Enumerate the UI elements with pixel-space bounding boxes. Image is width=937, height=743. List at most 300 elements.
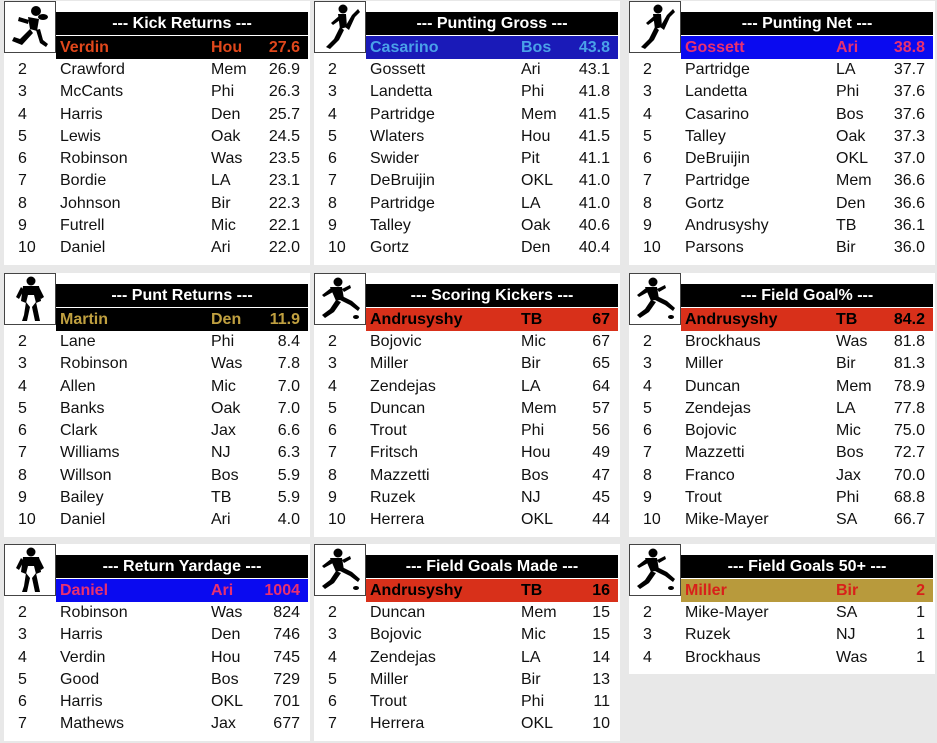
team-abbr: LA [521,377,541,395]
team-abbr: Phi [521,422,545,440]
stat-value: 7.8 [277,355,300,373]
rank-number: 3 [643,626,652,644]
leader-name: Andrusyshy [370,582,463,599]
leader-name: Andrusyshy [370,311,463,328]
player-name: Mazzetti [370,466,430,484]
rank-number: 5 [328,399,337,417]
rank-number: 8 [643,194,652,212]
player-name: Ruzek [685,626,731,644]
stat-value: 677 [273,715,300,733]
stat-value: 37.6 [893,83,925,101]
player-name: Partridge [370,194,435,212]
list-item [4,442,310,464]
stat-value: 75.0 [893,422,925,440]
stat-value: 10 [592,715,610,733]
leader-value: 2 [916,582,925,599]
rank-number: 10 [643,239,661,257]
list-item [4,237,310,259]
player-name: Miller [685,355,724,373]
player-name: Andrusyshy [685,217,769,235]
rank-number: 6 [643,150,652,168]
player-name: Casarino [685,105,750,123]
leader-team: Bos [521,39,552,56]
panel-title: --- Punting Gross --- [366,12,618,35]
list-item [314,376,620,398]
rank-number: 6 [18,150,27,168]
list-item [629,126,935,148]
list-item [629,353,935,375]
team-abbr: SA [836,604,858,621]
stat-value: 65 [592,355,610,373]
rank-number: 6 [328,693,337,711]
list-item [314,647,620,669]
panel-title: --- Field Goals 50+ --- [681,555,933,578]
player-name: Gortz [370,239,410,257]
rank-number: 10 [643,511,661,529]
player-name: Talley [370,217,411,235]
team-abbr: Phi [211,333,235,350]
team-abbr: Den [211,626,241,644]
rank-number: 3 [643,355,652,373]
list-item [629,420,935,442]
player-name: Verdin [60,648,106,666]
rank-number: 3 [328,355,337,373]
stat-value: 15 [592,626,610,644]
rank-number: 4 [643,377,652,395]
list-item [4,465,310,487]
rank-number: 4 [328,105,337,123]
player-name: Landetta [685,83,748,101]
player-name: Parsons [685,239,744,257]
team-abbr: TB [836,217,857,235]
stat-value: 745 [273,648,300,666]
list-item [4,126,310,148]
list-item [314,353,620,375]
stat-value: 26.3 [268,83,300,101]
team-abbr: Jax [836,466,861,484]
team-abbr: Bos [836,444,864,462]
rank-number: 9 [18,217,27,235]
list-item [314,691,620,713]
stat-value: 1 [916,626,925,644]
team-abbr: Ari [521,61,541,78]
team-abbr: OKL [836,150,869,168]
player-name: Trout [370,422,407,440]
kicker-icon [629,544,681,596]
list-item [314,170,620,192]
player-name: Johnson [60,194,121,212]
rank-number: 4 [328,648,337,666]
stat-value: 22.3 [268,194,300,212]
player-name: Duncan [370,399,426,417]
stat-value: 26.9 [268,61,300,78]
stat-value: 824 [273,604,300,621]
rank-number: 5 [328,127,337,145]
leader-value: 16 [592,582,610,599]
stat-value: 72.7 [893,444,925,462]
ranking-list [4,59,310,260]
rank-number: 3 [18,626,27,644]
team-abbr: NJ [836,626,856,644]
team-abbr: Bir [836,355,856,373]
stat-value: 57 [592,399,610,417]
leader-value: 11.9 [269,311,300,328]
player-name: Zendejas [685,399,751,417]
rank-number: 9 [643,489,652,507]
list-item [629,398,935,420]
player-name: Crawford [60,61,125,78]
rank-number: 8 [18,466,27,484]
rank-number: 6 [18,693,27,711]
rank-number: 6 [328,422,337,440]
list-item [4,602,310,624]
list-item [629,170,935,192]
ranking-list [314,602,620,736]
player-name: Swider [370,150,419,168]
stat-value: 36.6 [893,194,925,212]
team-abbr: Pit [521,150,540,168]
list-item [314,465,620,487]
player-name: Bordie [60,172,107,190]
rank-number: 2 [643,604,652,621]
list-item [4,353,310,375]
list-item [629,215,935,237]
panel-title: --- Punt Returns --- [56,284,308,307]
rank-number: 8 [18,194,27,212]
stat-value: 44 [592,511,610,529]
panel-title: --- Punting Net --- [681,12,933,35]
leader-team: Bir [836,582,859,599]
team-abbr: Oak [211,399,241,417]
player-name: Lane [60,333,96,350]
list-item [4,331,310,353]
stat-value: 4.0 [277,511,300,529]
player-name: Miller [370,670,409,688]
player-name: Zendejas [370,648,436,666]
team-abbr: Mem [521,399,557,417]
panel-return-yardage [4,544,310,741]
stat-value: 41.1 [578,150,610,168]
stat-value: 56 [592,422,610,440]
team-abbr: Phi [211,83,235,101]
team-abbr: Mic [211,217,236,235]
rank-number: 4 [18,648,27,666]
list-item [629,148,935,170]
stat-value: 22.0 [268,239,300,257]
player-name: Mike-Mayer [685,604,769,621]
player-name: Herrera [370,511,425,529]
player-name: Brockhaus [685,648,761,666]
team-abbr: Mem [211,61,247,78]
player-name: Harris [60,105,103,123]
panel-field-goal [629,273,935,537]
kick-returner-icon [4,1,56,53]
leader-row [681,308,933,331]
team-abbr: Bir [521,355,541,373]
panel-title: --- Field Goals Made --- [366,555,618,578]
stat-value: 729 [273,670,300,688]
list-item [314,713,620,735]
list-item [629,59,935,81]
player-name: Miller [370,355,409,373]
list-item [314,624,620,646]
team-abbr: Oak [836,127,866,145]
team-abbr: Phi [836,83,860,101]
list-item [314,331,620,353]
player-name: Partridge [370,105,435,123]
stat-value: 6.3 [277,444,300,462]
team-abbr: NJ [211,444,231,462]
team-abbr: Bir [521,670,541,688]
stat-value: 23.5 [268,150,300,168]
ranking-list [4,331,310,532]
team-abbr: Bos [521,466,549,484]
rank-number: 6 [328,150,337,168]
team-abbr: OKL [521,172,554,190]
team-abbr: Bir [836,239,856,257]
stat-value: 36.6 [893,172,925,190]
stat-value: 7.0 [277,377,300,395]
panel-punting-net [629,1,935,265]
player-name: Duncan [685,377,741,395]
player-name: Wlaters [370,127,425,145]
panel-scoring-kickers [314,273,620,537]
stat-value: 78.9 [893,377,925,395]
panel-title: --- Return Yardage --- [56,555,308,578]
rank-number: 2 [18,333,27,350]
leader-row [56,36,308,59]
rank-number: 2 [18,61,27,78]
ranking-list [629,331,935,532]
rank-number: 3 [328,626,337,644]
player-name: Mathews [60,715,125,733]
player-name: Mazzetti [685,444,745,462]
rank-number: 4 [18,105,27,123]
rank-number: 10 [18,239,36,257]
rank-number: 9 [328,217,337,235]
rank-number: 7 [18,444,27,462]
list-item [314,81,620,103]
leader-team: TB [521,311,543,328]
team-abbr: Mic [521,626,546,644]
list-item [629,624,935,646]
player-name: DeBruijin [685,150,750,168]
leader-row [681,36,933,59]
panel-title: --- Scoring Kickers --- [366,284,618,307]
team-abbr: Mic [521,333,546,350]
rank-number: 7 [18,172,27,190]
list-item [4,81,310,103]
stat-value: 66.7 [893,511,925,529]
stat-value: 22.1 [268,217,300,235]
rank-number: 4 [328,377,337,395]
rank-number: 7 [643,444,652,462]
list-item [4,624,310,646]
stat-value: 6.6 [277,422,300,440]
stat-value: 746 [273,626,300,644]
panel-kick-returns [4,1,310,265]
team-abbr: Hou [521,127,551,145]
stat-value: 70.0 [893,466,925,484]
rank-number: 8 [328,466,337,484]
rank-number: 2 [328,333,337,350]
team-abbr: Jax [211,422,236,440]
stat-value: 67 [592,333,610,350]
leader-team: TB [836,311,858,328]
team-abbr: Jax [211,715,236,733]
list-item [4,669,310,691]
player-name: Herrera [370,715,425,733]
team-abbr: LA [521,648,541,666]
stat-value: 37.7 [893,61,925,78]
rank-number: 5 [18,127,27,145]
list-item [629,193,935,215]
list-item [629,331,935,353]
rank-number: 9 [328,489,337,507]
player-name: Robinson [60,150,128,168]
leader-row [366,308,618,331]
player-name: Good [60,670,100,688]
player-name: Landetta [370,83,433,101]
list-item [4,59,310,81]
player-name: Bojovic [370,333,422,350]
player-name: Bailey [60,489,104,507]
stat-value: 41.5 [578,105,610,123]
leader-team: Ari [836,39,859,56]
player-name: Daniel [60,511,106,529]
leader-name: Verdin [60,39,109,56]
ranking-list [629,59,935,260]
ranking-list [314,331,620,532]
leader-row [681,579,933,602]
stat-value: 40.4 [578,239,610,257]
stat-value: 5.9 [277,489,300,507]
stat-value: 701 [273,693,300,711]
stat-value: 5.9 [277,466,300,484]
leader-team: TB [521,582,543,599]
team-abbr: OKL [211,693,244,711]
team-abbr: Was [211,150,243,168]
list-item [314,193,620,215]
leader-team: Hou [211,39,243,56]
player-name: Partridge [685,172,750,190]
team-abbr: Phi [836,489,860,507]
player-name: Bojovic [685,422,737,440]
team-abbr: Bos [836,105,864,123]
team-abbr: TB [211,489,232,507]
team-abbr: Den [521,239,551,257]
player-name: Brockhaus [685,333,761,350]
rank-number: 4 [18,377,27,395]
panel-field-goals-made [314,544,620,741]
player-name: DeBruijin [370,172,435,190]
list-item [314,215,620,237]
rank-number: 3 [643,83,652,101]
team-abbr: Oak [211,127,241,145]
list-item [4,104,310,126]
rank-number: 3 [328,83,337,101]
team-abbr: Hou [521,444,551,462]
list-item [4,509,310,531]
team-abbr: LA [836,399,856,417]
ranking-list [4,602,310,736]
player-name: Harris [60,693,103,711]
team-abbr: Den [836,194,866,212]
player-name: Trout [685,489,722,507]
leader-value: 43.8 [578,39,610,56]
list-item [4,398,310,420]
player-name: Futrell [60,217,105,235]
list-item [629,647,935,669]
list-item [314,669,620,691]
stat-value: 41.5 [578,127,610,145]
stat-value: 81.3 [893,355,925,373]
team-abbr: Mem [521,105,557,123]
team-abbr: Mem [836,172,872,190]
leader-name: Miller [685,582,727,599]
punter-icon [629,1,681,53]
rank-number: 10 [328,239,346,257]
list-item [314,487,620,509]
list-item [629,487,935,509]
team-abbr: Mic [836,422,861,440]
stat-value: 8.4 [277,333,300,350]
team-abbr: Was [836,648,868,666]
leader-name: Andrusyshy [685,311,778,328]
list-item [4,215,310,237]
kicker-icon [314,273,366,325]
player-name: Gortz [685,194,725,212]
stat-value: 1 [916,604,925,621]
leader-row [366,36,618,59]
leader-row [366,579,618,602]
player-name: Lewis [60,127,101,145]
ranking-list [314,59,620,260]
team-abbr: Hou [211,648,241,666]
team-abbr: Was [836,333,868,350]
rank-number: 3 [18,355,27,373]
team-abbr: Was [211,604,243,621]
stat-value: 11 [593,693,610,711]
panel-title: --- Field Goal% --- [681,284,933,307]
team-abbr: LA [836,61,856,78]
player-name: Mike-Mayer [685,511,769,529]
kicker-icon [314,544,366,596]
leader-value: 67 [592,311,610,328]
player-name: Daniel [60,239,106,257]
player-name: Fritsch [370,444,418,462]
list-item [629,465,935,487]
list-item [629,104,935,126]
stat-value: 47 [592,466,610,484]
player-name: Allen [60,377,96,395]
list-item [629,237,935,259]
player-name: Franco [685,466,735,484]
team-abbr: Bos [211,466,239,484]
team-abbr: Bir [211,194,231,212]
rank-number: 4 [643,648,652,666]
rank-number: 5 [18,670,27,688]
rank-number: 5 [18,399,27,417]
stat-value: 49 [592,444,610,462]
list-item [314,442,620,464]
rank-number: 2 [643,61,652,78]
list-item [314,509,620,531]
player-name: Gossett [370,61,426,78]
stat-value: 7.0 [277,399,300,417]
player-name: Robinson [60,604,128,621]
list-item [4,713,310,735]
